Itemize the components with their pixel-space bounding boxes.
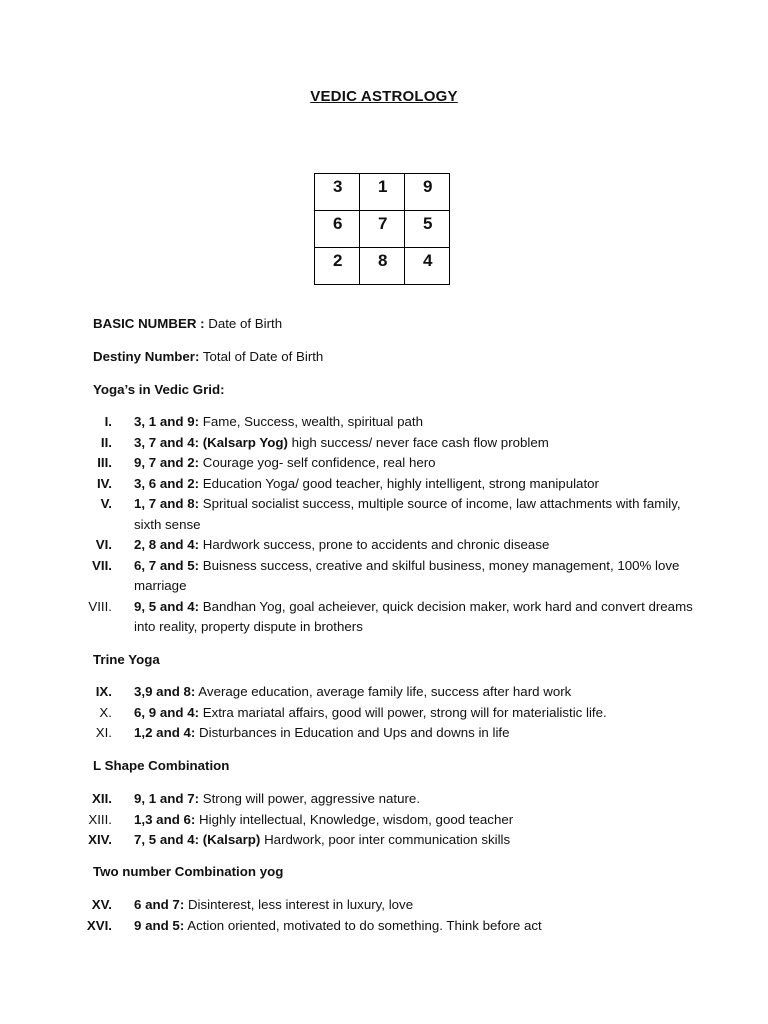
list-item-number: VIII. [88,598,112,614]
lshape-heading: L Shape Combination [93,758,230,773]
list-item-number: XIII. [88,811,112,827]
list-item-description: Disinterest, less interest in luxury, love [184,897,414,912]
destiny-number-line [93,347,323,368]
list-item-text [134,723,710,744]
grid-cell: 8 [360,248,405,285]
list-item-text [134,433,710,454]
list-item-description: Buisness success, creative and skilful business, money management, 100% love marriage [134,557,680,593]
grid-cell: 9 [405,174,450,211]
list-item-key: 6 and 7: [134,897,185,912]
list-item-text [134,789,710,810]
list-item-key: 3,9 and 8: [134,684,196,699]
list-item-key: 1,2 and 4: [134,725,196,740]
list-item-description: Average education, average family life, success after hard work [195,684,572,699]
list-item [60,682,710,703]
list-item-number: XII. [92,791,112,806]
list-item [60,433,710,454]
list-item [60,810,710,831]
list-item-description: Courage yog- self confidence, real hero [199,455,436,470]
list-item-key: 9, 1 and 7: [134,791,200,806]
grid-cell: 1 [360,174,405,211]
list-item-text [134,494,710,535]
list-item [60,723,710,744]
basic-number-text: Date of Birth [204,316,283,331]
list-item-number: II. [100,434,112,450]
list-item-number: XVI. [86,917,112,933]
list-item-text [134,810,710,831]
list-item-key: 9, 5 and 4: [134,598,200,614]
grid-row [315,211,450,248]
list-item [60,556,710,597]
list-item-description: Action oriented, motivated to do something. Think before act [184,917,542,933]
list-item-key: 1,3 and 6: [134,811,196,827]
list-item [60,830,710,851]
grid-row [315,248,450,285]
list-item-key: 3, 1 and 9: [134,414,200,429]
list-item-number: X. [99,704,112,720]
list-item-number: XIV. [88,832,112,847]
list-item-number: V. [100,496,112,511]
basic-number-label: BASIC NUMBER : [93,316,205,331]
yogas-list [60,412,710,638]
vedic-grid [314,173,450,285]
list-item-text [134,703,710,724]
list-item-description: Education Yoga/ good teacher, highly intelligent, strong manipulator [199,475,599,491]
grid-cell: 3 [315,174,360,211]
list-item-text [134,535,710,556]
list-item [60,597,710,638]
list-item [60,895,710,916]
list-item-description: Highly intellectual, Knowledge, wisdom, good teacher [195,811,514,827]
lshape-list [60,789,710,851]
list-item-number: IV. [96,475,112,491]
list-item-text [134,597,710,638]
list-item-description: Disturbances in Education and Ups and downs in life [195,725,510,740]
grid-cell: 5 [405,211,450,248]
list-item-number: VII. [92,557,112,573]
grid-cell: 7 [360,211,405,248]
list-item-description: Strong will power, aggressive nature. [199,791,421,806]
list-item-description: Spritual socialist success, multiple source of income, law attachments with family, sixth sense [134,496,681,532]
grid-row [315,174,450,211]
list-item [60,453,710,474]
list-item-text [134,556,710,597]
list-item-description: Bandhan Yog, goal acheiever, quick decision maker, work hard and convert dreams into reality, property dispute in brothers [134,598,693,634]
list-item-number: I. [104,414,112,429]
trine-heading: Trine Yoga [93,652,160,667]
list-item-text [134,916,710,937]
list-item-text [134,895,710,916]
list-item-number: IX. [95,684,112,699]
trine-list [60,682,710,744]
list-item-text [134,474,710,495]
list-item-number: XI. [95,725,112,740]
basic-number-line [93,314,282,335]
list-item-key: 9 and 5: [134,917,185,933]
list-item-number: III. [97,455,112,470]
list-item-text [134,682,710,703]
list-item-text [134,453,710,474]
list-item-key: 1, 7 and 8: [134,496,200,511]
list-item-description: Hardwork success, prone to accidents and chronic disease [199,537,550,552]
page-title: VEDIC ASTROLOGY [310,88,458,105]
two-number-list [60,895,710,936]
list-item-description: Hardwork, poor inter communication skills [260,832,511,847]
list-item-text [134,412,710,433]
destiny-number-label: Destiny Number: [93,349,200,364]
list-item-key: 3, 7 and 4: (Kalsarp Yog) [134,434,288,450]
list-item-number: VI. [95,537,112,552]
destiny-number-text: Total of Date of Birth [199,349,324,364]
list-item [60,494,710,535]
list-item-key: 3, 6 and 2: [134,475,200,491]
list-item-key: 2, 8 and 4: [134,537,200,552]
two-number-heading: Two number Combination yog [93,864,284,879]
list-item-key: 9, 7 and 2: [134,455,200,470]
grid-cell: 2 [315,248,360,285]
list-item [60,703,710,724]
list-item-key: 6, 7 and 5: [134,557,200,573]
list-item-description: high success/ never face cash flow problem [287,434,549,450]
list-item [60,412,710,433]
list-item-description: Fame, Success, wealth, spiritual path [199,414,423,429]
list-item-number: XV. [91,897,112,912]
list-item [60,535,710,556]
list-item-key: 6, 9 and 4: [134,704,200,720]
list-item [60,474,710,495]
list-item-key: 7, 5 and 4: (Kalsarp) [134,832,261,847]
grid-cell: 6 [315,211,360,248]
list-item [60,916,710,937]
list-item [60,789,710,810]
list-item-description: Extra mariatal affairs, good will power, strong will for materialistic life. [199,704,607,720]
grid-cell: 4 [405,248,450,285]
list-item-text [134,830,710,851]
yogas-heading: Yoga’s in Vedic Grid: [93,382,225,397]
